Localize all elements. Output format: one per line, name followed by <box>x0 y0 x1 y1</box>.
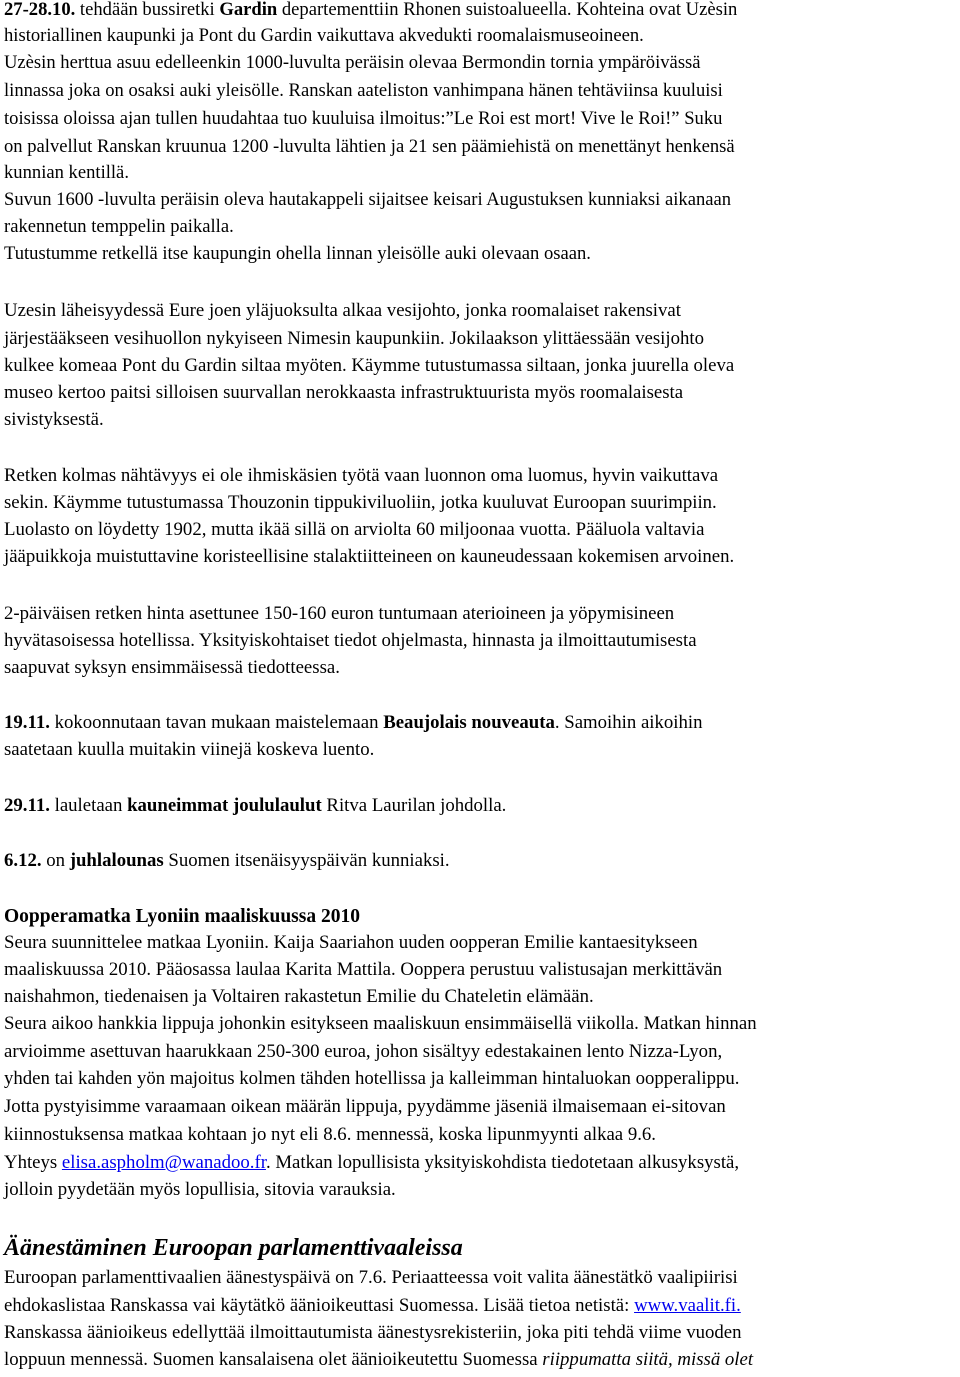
opera-line: Seura suunnittelee matkaa Lyoniin. Kaija Saariahon uuden oopperan Emilie kantaesitykseen <box>4 932 698 953</box>
vote-line: ehdokaslistaa Ranskassa vai käytätkö äänioikeuttasi Suomessa. Lisää tietoa netistä: www.vaalit.fi. <box>4 1295 741 1316</box>
opera-line: arvioimme asettuvan haarukkaan 250-300 euroa, johon sisältyy edestakainen lento Nizza-Lyon, <box>4 1041 723 1062</box>
aqueduct-line: kulkee komeaa Pont du Gardin siltaa myöten. Käymme tutustumassa siltaan, jonka juurella oleva <box>4 355 735 376</box>
trip-paragraph-line-9: rakennetun temppelin paikalla. <box>4 216 234 237</box>
opera-line: maaliskuussa 2010. Pääosassa laulaa Karita Mattila. Ooppera perustuu valistusajan merkittävän <box>4 959 723 980</box>
vote-line: Euroopan parlamenttivaalien äänestyspäivä on 7.6. Periaatteessa voit valita äänestätkö vaalipiirisi <box>4 1267 738 1288</box>
event-date: 6.12. <box>4 850 42 871</box>
aqueduct-line: sivistyksestä. <box>4 409 104 430</box>
trip-paragraph-line-10: Tutustumme retkellä itse kaupungin ohella linnan yleisölle auki olevaan osaan. <box>4 243 591 264</box>
aqueduct-line: Uzesin läheisyydessä Eure joen yläjuoksulta alkaa vesijohto, jonka roomalaiset rakensivat <box>4 300 681 321</box>
price-line: hyvätasoisessa hotellissa. Yksityiskohtaiset tiedot ohjelmasta, hinnasta ja ilmoittautumisesta <box>4 630 697 651</box>
event-date: 29.11. <box>4 795 50 816</box>
opera-heading: Oopperamatka Lyoniin maaliskuussa 2010 <box>4 906 360 927</box>
aqueduct-line: järjestääkseen vesihuollon nykyiseen Nimesin kaupunkiin. Jokilaakson ylittäessään vesijohto <box>4 328 704 349</box>
opera-line: jolloin pyydetään myös lopullisia, sitovia varauksia. <box>4 1179 396 1200</box>
trip-destination: Gardin <box>219 0 278 20</box>
event-independence-lunch: 6.12. on juhlalounas Suomen itsenäisyyspäivän kunniaksi. <box>4 850 450 871</box>
caves-line: jääpuikkoja muistuttavine koristeellisine stalaktiitteineen on kauneudessaan kokemisen arvoinen. <box>4 546 735 567</box>
trip-paragraph-line-7: kunnian kentillä. <box>4 162 129 183</box>
contact-email-link[interactable]: elisa.aspholm@wanadoo.fr <box>61 1152 266 1173</box>
event-beaujolais-line-2: saatetaan kuulla muitakin viinejä koskeva luento. <box>4 739 375 760</box>
opera-line: Seura aikoo hankkia lippuja johonkin esitykseen maaliskuun ensimmäisellä viikolla. Matkan hinnan <box>4 1013 757 1034</box>
opera-line: naishahmon, tiedenaisen ja Voltairen rakastetun Emilie du Chateletin elämään. <box>4 986 594 1007</box>
caves-line: Luolasto on löydetty 1902, mutta ikää sillä on arviolta 60 miljoonaa vuotta. Pääluola valtavia <box>4 519 705 540</box>
trip-paragraph-line-8: Suvun 1600 -luvulta peräisin oleva hautakappeli sijaitsee keisari Augustuksen kunniaksi aikanaan <box>4 189 732 210</box>
trip-paragraph-line-4: linnassa joka on osaksi auki yleisölle. Ranskan aateliston vanhimpana hänen tehtäviinsa kuuluisi <box>4 80 723 101</box>
caves-line: Retken kolmas nähtävyys ei ole ihmiskäsien työtä vaan luonnon oma luomus, hyvin vaikuttava <box>4 465 719 486</box>
vote-heading: Äänestäminen Euroopan parlamenttivaaleissa <box>4 1235 463 1261</box>
event-date: 19.11. <box>4 712 50 733</box>
opera-line: yhden tai kahden yön majoitus kolmen tähden hotellissa ja kalleimman hintaluokan oopperalippu. <box>4 1068 740 1089</box>
trip-date: 27-28.10. <box>4 0 76 20</box>
trip-paragraph-line-6: on palvellut Ranskan kruunua 1200 -luvulta lähtien ja 21 sen päämiehistä on menettänyt henkensä <box>4 136 735 157</box>
trip-paragraph-line-5: toisissa oloissa ajan tullen huudahtaa tuo kuuluisa ilmoitus:”Le Roi est mort! Vive le Roi!” Suku <box>4 108 723 129</box>
price-line: saapuvat syksyn ensimmäisessä tiedotteessa. <box>4 657 340 678</box>
caves-line: sekin. Käymme tutustumassa Thouzonin tippukiviluoliin, jotka kuuluvat Euroopan suurimpiin. <box>4 492 717 513</box>
opera-contact-line: Yhteys elisa.aspholm@wanadoo.fr. Matkan lopullisista yksityiskohdista tiedotetaan alkusyksystä, <box>4 1152 740 1173</box>
event-beaujolais: 19.11. kokoonnutaan tavan mukaan maistelemaan Beaujolais nouveauta. Samoihin aikoihin <box>4 712 703 733</box>
vaalit-link[interactable]: www.vaalit.fi. <box>634 1295 741 1316</box>
trip-paragraph-line-2: historiallinen kaupunki ja Pont du Gardin vaikuttava akvedukti roomalaismuseoineen. <box>4 25 644 46</box>
vote-line: loppuun mennessä. Suomen kansalaisena olet äänioikeutettu Suomessa riippumatta siitä, missä olet <box>4 1349 754 1370</box>
opera-line: Jotta pystyisimme varaamaan oikean määrän lippuja, pyydämme jäseniä ilmaisemaan ei-sitovan <box>4 1096 726 1117</box>
vote-line: Ranskassa äänioikeus edellyttää ilmoittautumista äänestysrekisteriin, joka piti tehdä viime vuoden <box>4 1322 742 1343</box>
event-christmas-songs: 29.11. lauletaan kauneimmat joululaulut Ritva Laurilan johdolla. <box>4 795 507 816</box>
trip-paragraph-line-3: Uzèsin herttua asuu edelleenkin 1000-luvulta peräisin olevaa Bermondin tornia ympäröivässä <box>4 52 701 73</box>
opera-line: kiinnostuksensa matkaa kohtaan jo nyt eli 8.6. mennessä, koska lipunmyynti alkaa 9.6. <box>4 1124 657 1145</box>
aqueduct-line: museo kertoo paitsi silloisen suurvallan nerokkaasta infrastruktuurista myös roomalaisesta <box>4 382 684 403</box>
price-line: 2-päiväisen retken hinta asettunee 150-160 euron tuntumaan aterioineen ja yöpymisineen <box>4 603 675 624</box>
trip-paragraph-line-1: 27-28.10. tehdään bussiretki Gardin departementtiin Rhonen suistoalueella. Kohteina ovat Uzèsin <box>4 0 738 20</box>
